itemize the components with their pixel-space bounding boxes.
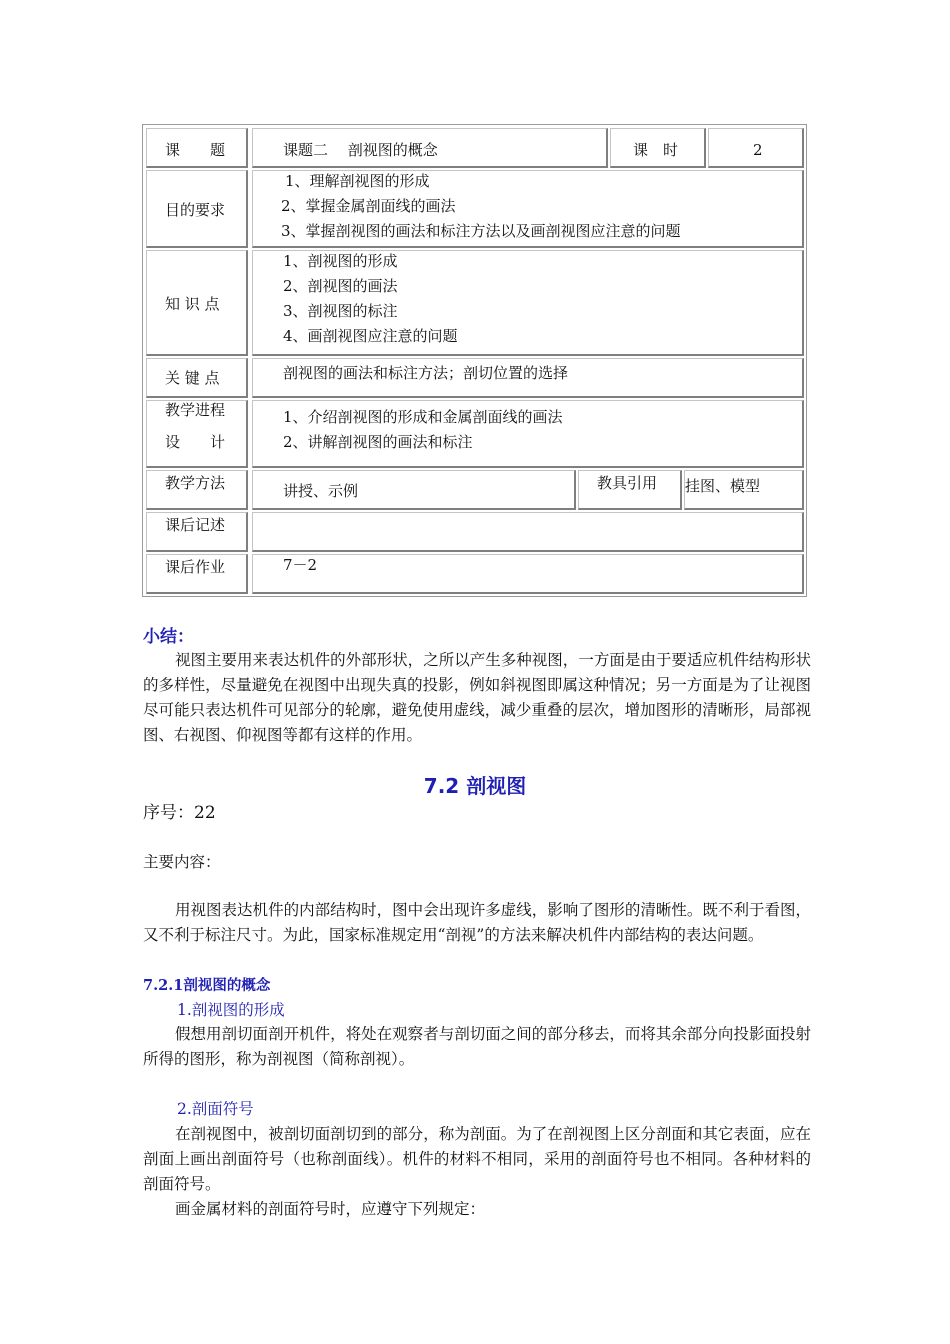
- homework-label: 课后作业: [165, 558, 226, 576]
- cell-objectives-value: [252, 170, 804, 248]
- homework-value: 7－2: [283, 556, 318, 574]
- cell-hours-value: [708, 128, 804, 168]
- cell-notes-value: [252, 512, 804, 552]
- cell-knowledge-value: [252, 250, 804, 356]
- serial-number: 序号：22: [143, 803, 216, 823]
- cell-method-label: [146, 470, 248, 510]
- cell-tools-label: [578, 470, 682, 510]
- tools-label: 教具引用: [597, 474, 658, 492]
- item1-title: 1.剖视图的形成: [177, 1001, 285, 1019]
- cell-process-label: [146, 400, 248, 468]
- summary-text: 视图主要用来表达机件的外部形状，之所以产生多种视图，一方面是由于要适应机件结构形状的多样性，尽量避免在视图中出现失真的投影，例如斜视图即属这种情况；另一方面是为了让视图尽可能只表达机件可见部分的轮廓，避免使用虚线，减少重叠的层次，增加图形的清晰形，局部视图、右视图、仰视图等都有这样的作用。: [143, 651, 811, 744]
- item2-text2: 画金属材料的剖面符号时，应遵守下列规定：: [175, 1200, 486, 1218]
- cell-homework-label: [146, 554, 248, 594]
- process-item: 1、介绍剖视图的形成和金属剖面线的画法: [283, 408, 563, 426]
- objective-item: 2、掌握金属剖面线的画法: [281, 197, 456, 215]
- objective-item: 1、理解剖视图的形成: [285, 172, 430, 190]
- tools-value: 挂图、模型: [685, 477, 761, 495]
- process-item: 2、讲解剖视图的画法和标注: [283, 433, 473, 451]
- knowledge-item: 3、剖视图的标注: [283, 302, 398, 320]
- cell-method-value: [252, 470, 576, 510]
- process-list: [283, 405, 563, 455]
- main-content-label: 主要内容：: [143, 853, 221, 871]
- cell-notes-label: [146, 512, 248, 552]
- hours-value: 2: [753, 141, 763, 159]
- objective-item: 3、掌握剖视图的画法和标注方法以及画剖视图应注意的问题: [281, 222, 681, 240]
- topic-label: 课 题: [165, 141, 226, 159]
- cell-process-value: [252, 400, 804, 468]
- keypoint-label: 关 键 点: [165, 369, 220, 387]
- process-label-1: 教学进程: [165, 401, 226, 419]
- knowledge-item: 4、画剖视图应注意的问题: [283, 327, 458, 345]
- cell-tools-value: [684, 470, 804, 510]
- objectives-list: [281, 169, 681, 244]
- item1-text: 假想用剖切面剖开机件，将处在观察者与剖切面之间的部分移去，而将其余部分向投影面投射所得的图形，称为剖视图（简称剖视）。: [143, 1025, 811, 1068]
- item2-text: 在剖视图中，被剖切面剖切到的部分，称为剖面。为了在剖视图上区分剖面和其它表面，应在剖面上画出剖面符号（也称剖面线）。机件的材料不相同，采用的剖面符号也不相同。各种材料的剖面符号。: [143, 1125, 811, 1193]
- knowledge-list: [283, 249, 458, 349]
- topic-value: 课题二 剖视图的概念: [283, 141, 438, 159]
- notes-label: 课后记述: [165, 516, 226, 534]
- knowledge-label: 知 识 点: [165, 295, 220, 313]
- hours-label: 课 时: [633, 141, 679, 159]
- cell-homework-value: [252, 554, 804, 594]
- cell-topic-value: [252, 128, 608, 168]
- knowledge-item: 2、剖视图的画法: [283, 277, 398, 295]
- summary-title: 小结：: [143, 627, 194, 647]
- cell-hours-label: [610, 128, 706, 168]
- process-label-2: 设 计: [165, 433, 226, 451]
- method-value: 讲授、示例: [283, 482, 359, 500]
- knowledge-item: 1、剖视图的形成: [283, 252, 398, 270]
- item2-title: 2.剖面符号: [177, 1100, 254, 1118]
- cell-objectives-label: [146, 170, 248, 248]
- intro-text: 用视图表达机件的内部结构时，图中会出现许多虚线，影响了图形的清晰性。既不利于看图，又不利于标注尺寸。为此，国家标准规定用“剖视”的方法来解决机件内部结构的表达问题。: [143, 901, 811, 944]
- cell-knowledge-label: [146, 250, 248, 356]
- keypoint-value: 剖视图的画法和标注方法；剖切位置的选择: [283, 364, 569, 382]
- cell-keypoint-value: [252, 358, 804, 398]
- subsection-title: 7.2.1剖视图的概念: [143, 977, 271, 994]
- cell-keypoint-label: [146, 358, 248, 398]
- section-title: 7.2 剖视图: [423, 774, 527, 798]
- objectives-label: 目的要求: [165, 201, 226, 219]
- method-label: 教学方法: [165, 474, 226, 492]
- cell-topic-label: [146, 128, 248, 168]
